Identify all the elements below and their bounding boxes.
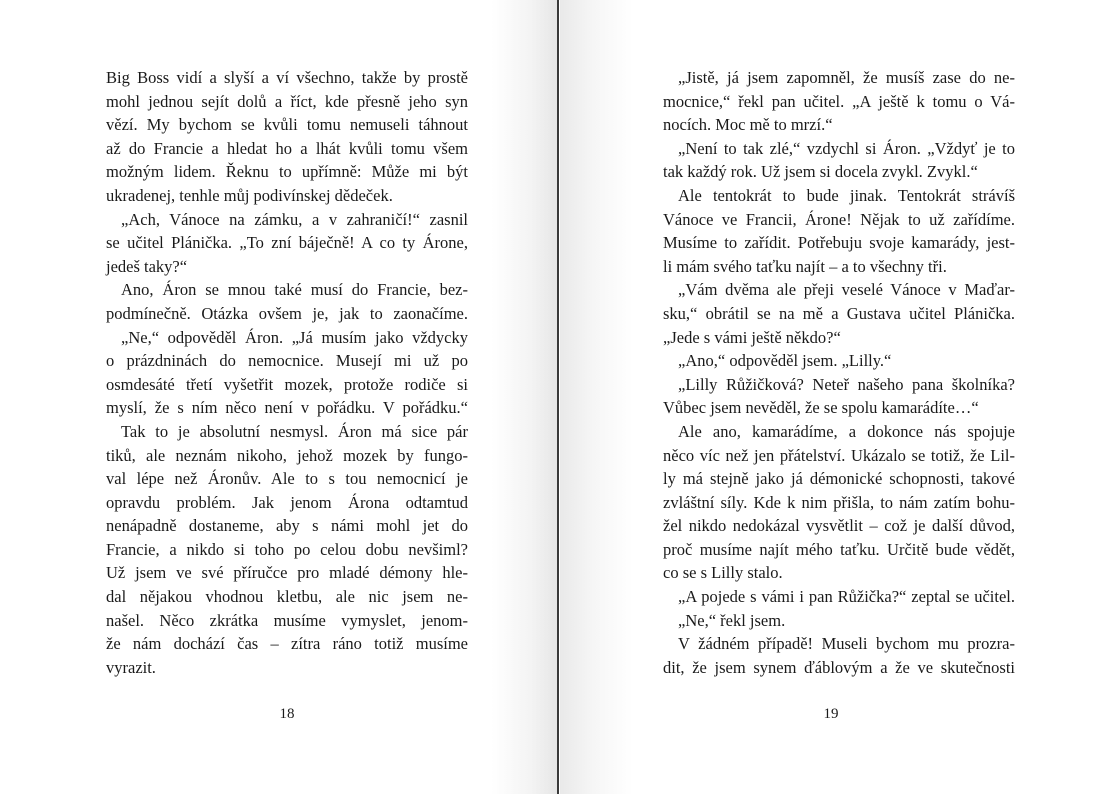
text-line: „Jede s vámi ještě někdo?“: [663, 327, 841, 347]
text-line: „Ano,“ odpověděl jsem. „Lilly.“: [678, 351, 892, 371]
text-line: Tak to je absolutní nesmysl. Áron má sice pár: [121, 421, 468, 441]
text-line: „Ach, Vánoce na zámku, a v zahraničí!“ zasnil: [121, 209, 468, 229]
text-line: nocích. Moc mě to mrzí.“: [663, 115, 833, 135]
text-line: Už jsem ve své příručce pro mladé démony hle-: [106, 563, 468, 583]
text-line: osmdesáté třetí vyšetřit mozek, protože rodiče si: [106, 374, 468, 394]
text-line: ukradenej, tenhle můj podivínskej dědeček.: [106, 185, 393, 205]
text-line: Francie, a nikdo si toho po celou dobu nevšiml?: [106, 539, 468, 559]
book-gutter: [557, 0, 559, 794]
text-line: tak každý rok. Už jsem si docela zvykl. Zvykl.“: [663, 162, 978, 182]
text-line: něco víc než jen přátelství. Ukázalo se totiž, že Lil-: [663, 445, 1015, 465]
text-line: našel. Něco zkrátka musíme vymyslet, jenom-: [106, 610, 468, 630]
right-page-number: 19: [823, 706, 839, 722]
text-line: Vůbec jsem nevěděl, že se spolu kamarádíte…“: [663, 398, 979, 418]
text-line: proč musíme najít mého taťku. Určitě bude vědět,: [663, 539, 1015, 559]
text-line: nenápadně dostaneme, aby s námi mohl jet do: [106, 516, 468, 536]
text-line: „Ne,“ odpověděl Áron. „Já musím jako vždycky: [121, 327, 468, 347]
text-line: podmínečně. Otázka ovšem je, jak to zaonačíme.: [106, 303, 468, 323]
text-line: „Lilly Růžičková? Neteř našeho pana školníka?: [678, 374, 1015, 394]
text-line: dit, že jsem synem ďáblovým a že ve skutečnosti: [663, 657, 1015, 677]
left-page: [0, 0, 558, 794]
text-line: Musíme to zařídit. Potřebuju svoje kamarády, jest-: [663, 233, 1015, 253]
text-line: „Ne,“ řekl jsem.: [678, 610, 786, 630]
text-line: až do Francie a hledat ho a lhát kvůli tomu všem: [106, 138, 468, 158]
text-line: sku,“ obrátil se na mě a Gustava učitel Plánička.: [663, 303, 1015, 323]
text-line: možným lidem. Řeknu to upřímně: Může mi být: [106, 162, 468, 182]
text-line: li mám svého taťku najít – a to všechny tři.: [663, 256, 947, 276]
text-line: ly má stejně jako já démonické schopnosti, takové: [663, 469, 1015, 489]
text-line: myslí, že s ním něco není v pořádku. V pořádku.“: [106, 398, 468, 418]
text-line: že nám dochází čas – zítra ráno totiž musíme: [106, 634, 468, 654]
text-line: Ale ano, kamarádíme, a dokonce nás spojuje: [678, 421, 1015, 441]
text-line: „Není to tak zlé,“ vzdychl si Áron. „Vždyť je to: [678, 138, 1015, 158]
text-line: „Jistě, já jsem zapomněl, že musíš zase do ne-: [678, 68, 1015, 87]
text-line: val lépe než Áronův. Ale to s tou nemocnicí je: [106, 469, 468, 489]
text-line: „Vám dvěma ale přeji veselé Vánoce v Maďar-: [678, 280, 1015, 300]
left-page-text: [106, 66, 468, 679]
text-line: „A pojede s vámi i pan Růžička?“ zeptal se učitel.: [678, 587, 1015, 607]
left-page-number: 18: [279, 706, 295, 722]
text-line: co se s Lilly stalo.: [663, 563, 783, 583]
text-line: dal nějakou vhodnou kletbu, ale nic jsem ne-: [106, 587, 468, 607]
text-line: Ano, Áron se mnou také musí do Francie, bez-: [121, 280, 468, 300]
text-line: mocnice,“ řekl pan učitel. „A ještě k tomu o Vá-: [663, 91, 1015, 111]
text-line: V žádném případě! Museli bychom mu prozra-: [678, 634, 1015, 654]
text-line: žel nikdo nedokázal vysvětlit – což je další důvod,: [663, 516, 1015, 536]
text-line: se učitel Plánička. „To zní báječně! A co ty Árone,: [106, 233, 468, 253]
text-line: Ale tentokrát to bude jinak. Tentokrát strávíš: [678, 185, 1015, 205]
right-page: [560, 0, 1119, 794]
text-line: opravdu problém. Jak jenom Árona odtamtud: [106, 492, 468, 512]
text-line: vězí. My bychom se kvůli tomu nemuseli táhnout: [106, 115, 468, 135]
text-line: zvláštní síly. Kde k nim přišla, to nám zatím bohu-: [663, 492, 1015, 512]
right-page-text: [663, 66, 1015, 679]
text-line: tiků, ale neznám nikoho, jehož mozek by fungo-: [106, 445, 468, 465]
text-line: Vánoce ve Francii, Árone! Nějak to už zařídíme.: [663, 209, 1015, 229]
text-line: o prázdninách do nemocnice. Musejí mi už po: [106, 351, 468, 371]
text-line: Big Boss vidí a slyší a ví všechno, takže by prostě: [106, 68, 468, 87]
text-line: vyrazit.: [106, 657, 156, 677]
text-line: jedeš taky?“: [106, 256, 188, 276]
text-line: mohl jednou sejít dolů a říct, kde přesně jeho syn: [106, 91, 468, 111]
